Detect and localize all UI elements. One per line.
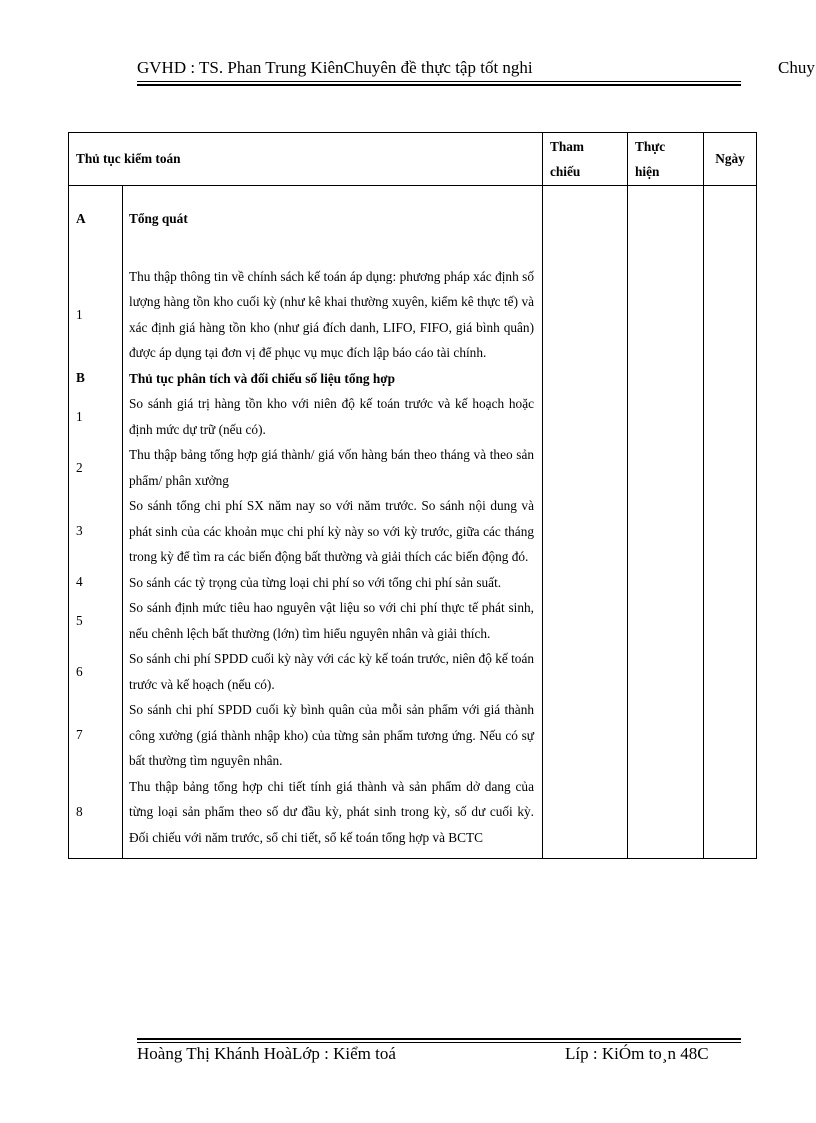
header-reference-line2: chiếu bbox=[550, 164, 581, 179]
row-description: So sánh định mức tiêu hao nguyên vật liệu so với chi phí thực tế phát sinh, nếu chênh lệch bất thường (lớn) tìm hiểu nguyên nhân và giải thích. bbox=[129, 600, 534, 641]
table-row bbox=[69, 493, 542, 570]
reference-cell bbox=[543, 186, 628, 859]
header-title: GVHD : TS. Phan Trung KiênChuyên đề thực tập tốt nghi bbox=[137, 58, 533, 77]
audit-procedures-table bbox=[68, 132, 757, 859]
header-overflow-text: Chuy bbox=[778, 58, 815, 77]
table-row bbox=[69, 391, 542, 442]
row-description: Tổng quát bbox=[129, 211, 188, 226]
row-description: So sánh giá trị hàng tồn kho với niên độ kế toán trước và kế hoạch hoặc định mức dự trữ (nếu có). bbox=[129, 396, 534, 437]
table-row bbox=[69, 646, 542, 697]
header-procedure: Thủ tục kiểm toán bbox=[69, 133, 543, 186]
row-description: So sánh chi phí SPDD cuối kỳ này với các kỳ kế toán trước, niên độ kế toán trước và kế hoạch (nếu có). bbox=[129, 651, 534, 692]
row-code: 1 bbox=[76, 408, 83, 424]
row-code: A bbox=[76, 210, 86, 226]
table-row bbox=[69, 442, 542, 493]
procedure-rows bbox=[69, 196, 542, 850]
row-description: Thủ tục phân tích và đối chiếu số liệu tổng hợp bbox=[129, 370, 395, 386]
row-code: 2 bbox=[76, 459, 83, 475]
table-row bbox=[69, 366, 542, 392]
table-header-row bbox=[69, 133, 757, 186]
table-row bbox=[69, 774, 542, 851]
header-reference bbox=[543, 133, 628, 186]
performed-cell bbox=[628, 186, 704, 859]
procedure-list bbox=[69, 186, 542, 858]
header-performed bbox=[628, 133, 704, 186]
row-code: 1 bbox=[76, 306, 83, 322]
date-cell bbox=[704, 186, 757, 859]
row-code: 6 bbox=[76, 663, 83, 679]
row-description: Thu thập thông tin về chính sách kế toán áp dụng: phương pháp xác định số lượng hàng tồn kho cuối kỳ (như kê khai thường xuyên, kiểm kê thực tế) và xác định giá hàng tồn kho (như giá đích danh, LIFO, FIFO, giá bình quân) được áp dụng tại đơn vị để phục vụ mục đích lập báo cáo tài chính. bbox=[129, 268, 534, 360]
procedure-cell bbox=[69, 186, 543, 859]
footer-class: Líp : KiÓm to¸n 48C bbox=[565, 1044, 709, 1063]
row-code: 7 bbox=[76, 727, 83, 743]
header-performed-line1: Thực bbox=[635, 139, 666, 154]
footer-rule-thin bbox=[137, 1042, 741, 1043]
table-row bbox=[69, 697, 542, 774]
row-code: B bbox=[76, 370, 85, 386]
row-code: 8 bbox=[76, 803, 83, 819]
row-description: So sánh tổng chi phí SX năm nay so với năm trước. So sánh nội dung và phát sinh của các khoản mục chi phí kỳ này so với kỳ trước, giữa các tháng trong kỳ để tìm ra các biến động bất thường và giải thích các biến động đó. bbox=[129, 498, 534, 564]
row-code: 3 bbox=[76, 523, 83, 539]
header-reference-line1: Tham bbox=[550, 139, 584, 154]
row-code: 4 bbox=[76, 574, 83, 590]
row-code: 5 bbox=[76, 612, 83, 628]
table-row bbox=[69, 570, 542, 596]
row-description: Thu thập bảng tổng hợp giá thành/ giá vốn hàng bán theo tháng và theo sản phẩm/ phân xưởng bbox=[129, 447, 534, 488]
page-footer bbox=[137, 1038, 741, 1068]
table-row bbox=[69, 264, 542, 366]
table-row bbox=[69, 595, 542, 646]
header-rule-thick bbox=[137, 84, 741, 86]
header-date: Ngày bbox=[704, 133, 757, 186]
header-performed-line2: hiện bbox=[635, 164, 660, 179]
code-column-divider bbox=[122, 186, 123, 858]
page-header bbox=[137, 58, 815, 84]
footer-rule-thick bbox=[137, 1038, 741, 1040]
footer-author: Hoàng Thị Khánh HoàLớp : Kiểm toá bbox=[137, 1044, 396, 1063]
table-body-row bbox=[69, 186, 757, 859]
table-row bbox=[69, 196, 542, 240]
row-description: Thu thập bảng tổng hợp chi tiết tính giá thành và sản phẩm dở dang của từng loại sản phẩm theo số dư đầu kỳ, phát sinh trong kỳ, số dư cuối kỳ. Đối chiếu với năm trước, sổ chi tiết, sổ kế toán tổng hợp và BCTC bbox=[129, 778, 534, 845]
row-description: So sánh các tỷ trọng của từng loại chi phí so với tổng chi phí sản suất. bbox=[129, 574, 502, 590]
header-rule-thin bbox=[137, 81, 741, 82]
row-description: So sánh chi phí SPDD cuối kỳ bình quân của mỗi sản phẩm với giá thành công xưởng (giá thành nhập kho) của từng sản phẩm tương ứng. Nếu có sự bất thường tìm nguyên nhân. bbox=[129, 702, 534, 768]
